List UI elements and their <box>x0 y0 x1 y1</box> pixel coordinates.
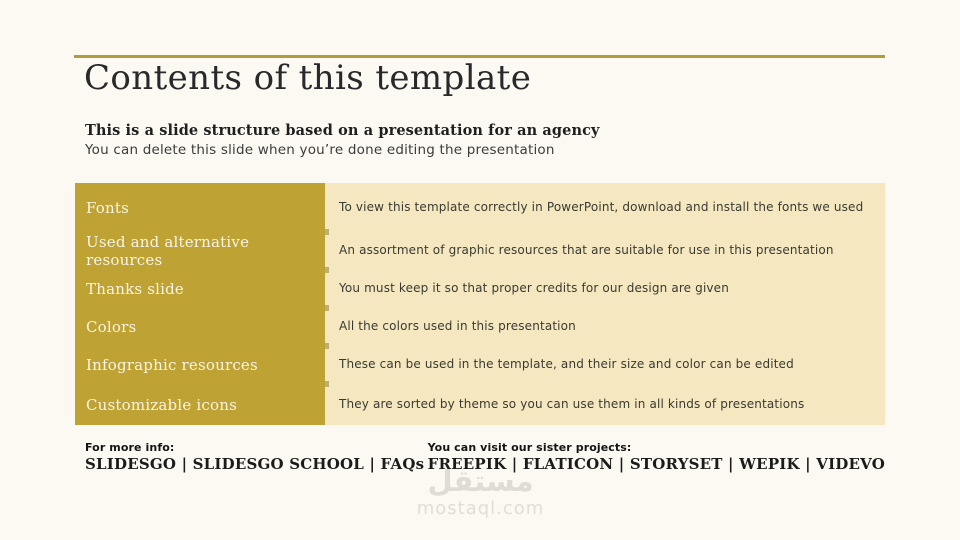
slide-footer <box>85 441 885 473</box>
footer-more-info-label: For more info: <box>85 441 175 454</box>
row-description: To view this template correctly in PowerPoint, download and install the fonts we used <box>325 183 885 232</box>
table-row <box>75 232 885 270</box>
row-description: These can be used in the template, and their size and color can be edited <box>325 346 885 384</box>
footer-slidesgo-links[interactable]: SLIDESGO | SLIDESGO SCHOOL | FAQs <box>85 455 425 473</box>
row-label-colors: Colors <box>75 308 325 346</box>
row-label-customizable-icons: Customizable icons <box>75 384 325 425</box>
watermark-domain: mostaql.com <box>416 497 545 519</box>
row-label-used-resources: Used and alternative resources <box>75 232 325 270</box>
row-description: All the colors used in this presentation <box>325 308 885 346</box>
watermark <box>408 466 553 519</box>
page-title: Contents of this template <box>84 58 532 98</box>
mostaql-logo-icon: مستقل <box>427 464 534 498</box>
row-description: You must keep it so that proper credits for our design are given <box>325 270 885 308</box>
table-row <box>75 270 885 308</box>
row-description: They are sorted by theme so you can use them in all kinds of presentations <box>325 384 885 425</box>
table-row <box>75 183 885 232</box>
table-row <box>75 308 885 346</box>
footer-sister-projects <box>428 441 885 473</box>
table-row <box>75 384 885 425</box>
row-label-infographic-resources: Infographic resources <box>75 346 325 384</box>
row-description: An assortment of graphic resources that are suitable for use in this presentation <box>325 232 885 270</box>
footer-more-info <box>85 441 428 473</box>
subtitle-regular-line: You can delete this slide when you’re done editing the presentation <box>85 142 555 158</box>
table-row <box>75 346 885 384</box>
footer-sister-projects-label: You can visit our sister projects: <box>427 441 632 454</box>
row-label-thanks-slide: Thanks slide <box>75 270 325 308</box>
subtitle-bold-line: This is a slide structure based on a presentation for an agency <box>85 122 600 139</box>
slide-subtitle <box>85 122 705 158</box>
contents-table <box>75 183 885 425</box>
footer-sister-projects-links[interactable]: FREEPIK | FLATICON | STORYSET | WEPIK | VIDEVO <box>427 455 885 473</box>
row-label-fonts: Fonts <box>75 183 325 232</box>
